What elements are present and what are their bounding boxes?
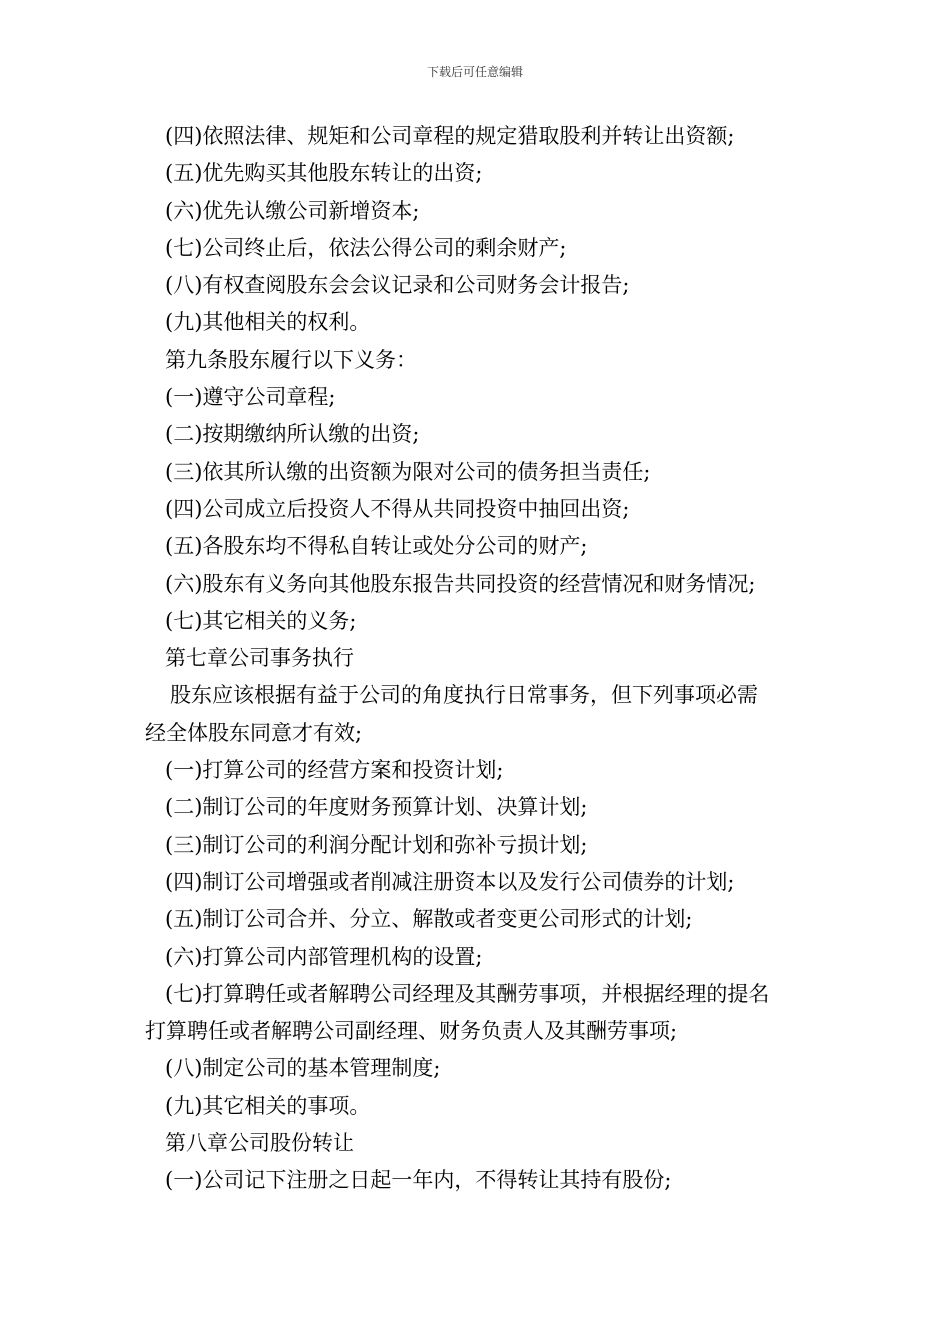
- text-line: (五)优先购买其他股东转让的出资;: [165, 161, 483, 186]
- text-line: (一)遵守公司章程;: [165, 385, 336, 410]
- text-line: (七)打算聘任或者解聘公司经理及其酬劳事项，并根据经理的提名: [165, 981, 770, 1006]
- text-line: (八)有权查阅股东会会议记录和公司财务会计报告;: [165, 273, 630, 298]
- chapter-heading: 第七章公司事务执行: [165, 646, 354, 671]
- text-line: (一)打算公司的经营方案和投资计划;: [165, 758, 504, 783]
- text-line: (六)股东有义务向其他股东报告共同投资的经营情况和财务情况;: [165, 571, 756, 596]
- text-line: (六)优先认缴公司新增资本;: [165, 198, 420, 223]
- section-heading: 第九条股东履行以下义务：: [165, 347, 417, 372]
- text-line: (五)各股东均不得私自转让或处分公司的财产;: [165, 534, 588, 559]
- text-line: (四)依照法律、规矩和公司章程的规定猎取股利并转让出资额;: [165, 124, 735, 148]
- text-line: (九)其它相关的事项。: [165, 1093, 371, 1118]
- text-line: (四)公司成立后投资人不得从共同投资中抽回出资;: [165, 496, 630, 521]
- text-line: (一)公司记下注册之日起一年内，不得转让其持有股份;: [165, 1168, 672, 1193]
- text-line: (七)公司终止后，依法公得公司的剩余财产;: [165, 235, 567, 260]
- text-line: (六)打算公司内部管理机构的设置;: [165, 944, 483, 969]
- text-line: (三)制订公司的利润分配计划和弥补亏损计划;: [165, 832, 588, 857]
- document-body: [145, 118, 815, 1200]
- text-line: (七)其它相关的义务;: [165, 608, 357, 633]
- text-line: (三)依其所认缴的出资额为限对公司的债务担当责任;: [165, 459, 651, 484]
- text-line: 打算聘任或者解聘公司副经理、财务负责人及其酬劳事项;: [145, 1019, 678, 1044]
- text-line: 经全体股东同意才有效;: [145, 720, 363, 745]
- text-line: (八)制定公司的基本管理制度;: [165, 1056, 441, 1081]
- text-line: (五)制订公司合并、分立、解散或者变更公司形式的计划;: [165, 907, 693, 932]
- text-line: (四)制订公司增强或者削减注册资本以及发行公司债券的计划;: [165, 869, 735, 894]
- text-line: (九)其他相关的权利。: [165, 310, 371, 335]
- page-header: 下载后可任意编辑: [426, 65, 523, 79]
- text-line: (二)制订公司的年度财务预算计划、决算计划;: [165, 795, 588, 820]
- text-line: 股东应该根据有益于公司的角度执行日常事务，但下列事项必需: [170, 683, 758, 708]
- text-line: (二)按期缴纳所认缴的出资;: [165, 422, 420, 447]
- chapter-heading: 第八章公司股份转让: [165, 1131, 354, 1156]
